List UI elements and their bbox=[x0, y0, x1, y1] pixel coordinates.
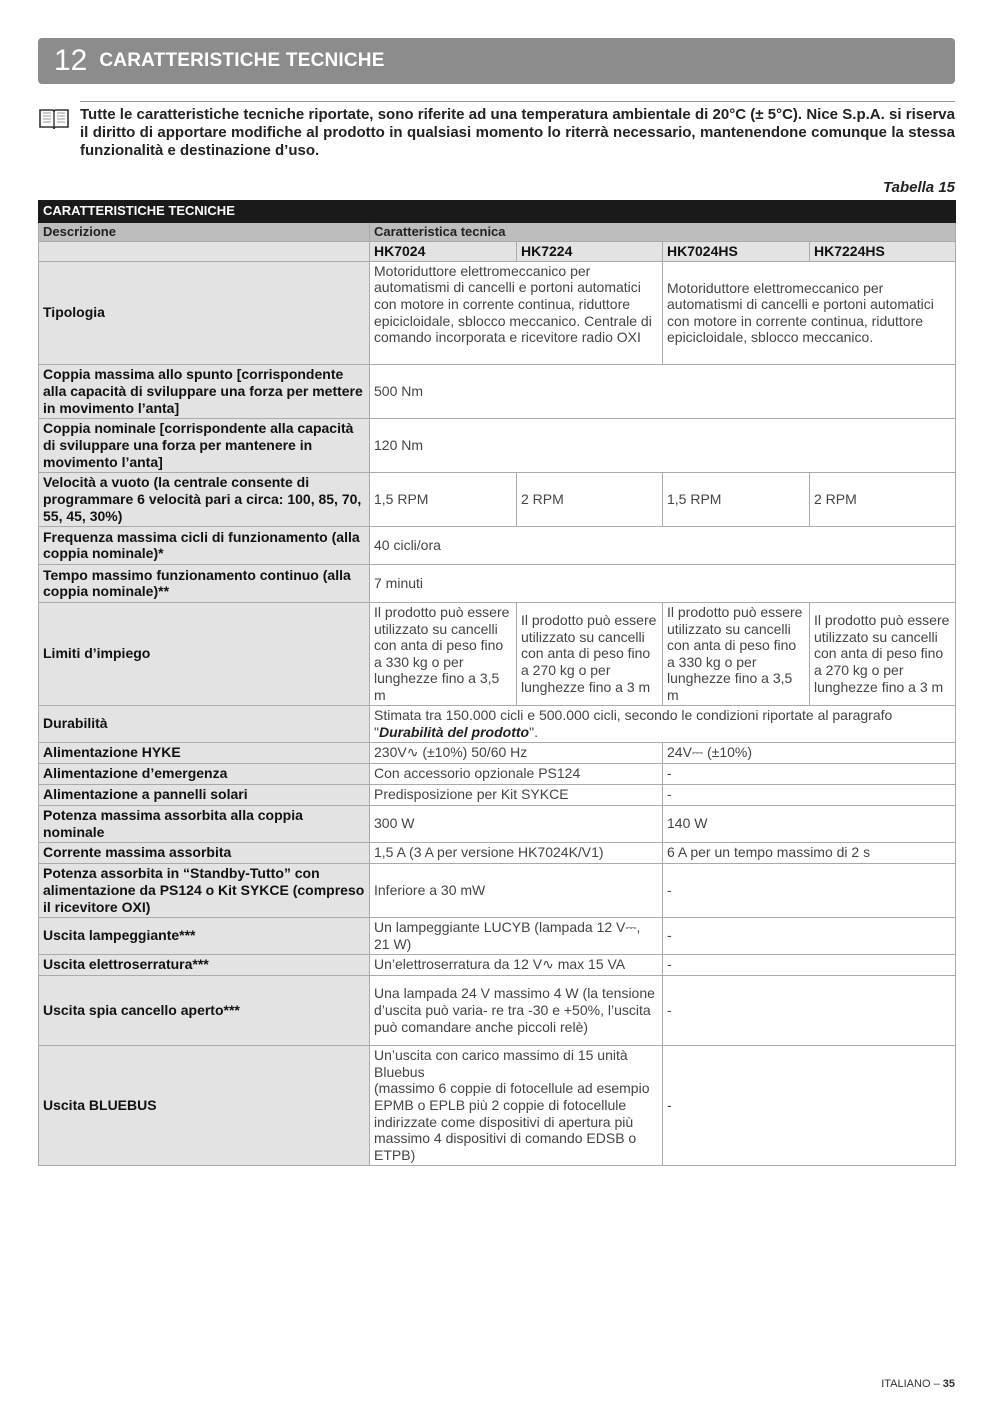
table-row bbox=[39, 705, 956, 742]
row-value: - bbox=[663, 1045, 956, 1165]
table-row bbox=[39, 526, 956, 564]
row-value: - bbox=[663, 975, 956, 1045]
model-header: HK7224HS bbox=[810, 242, 956, 262]
model-header: HK7024HS bbox=[663, 242, 810, 262]
row-value: Motoriduttore elettromeccanico per automatismi di cancelli e portoni automatici con motore in corrente continua, riduttore epicicloidale, sblocco meccanico. bbox=[663, 261, 956, 364]
table-row bbox=[39, 917, 956, 954]
row-value: 6 A per un tempo massimo di 2 s bbox=[663, 842, 956, 863]
page-footer bbox=[881, 1378, 955, 1390]
table-title: CARATTERISTICHE TECNICHE bbox=[39, 201, 956, 223]
bluebus-line: Un’uscita con carico massimo di 15 unità Bluebus bbox=[374, 1047, 628, 1080]
row-value: - bbox=[663, 917, 956, 954]
row-label: Potenza assorbita in “Standby-Tutto” con alimentazione da PS124 o Kit SYKCE (compreso il ricevitore OXI) bbox=[39, 863, 370, 917]
table-row bbox=[39, 842, 956, 863]
note-text: Tutte le caratteristiche tecniche riportate, sono riferite ad una temperatura ambientale di 20°C (± 5°C). Nice S.p.A. si riserva il diritto di apportare modifiche al prodotto in qualsiasi momento lo riterrà necessario, mantenendone comunque la stessa funzionalità e destinazione d’uso. bbox=[80, 106, 955, 159]
table-row bbox=[39, 954, 956, 975]
row-label: Alimentazione HYKE bbox=[39, 742, 370, 763]
row-label: Coppia nominale [corrispondente alla capacità di sviluppare una forza per mantenere in movimento l’anta] bbox=[39, 418, 370, 472]
row-value: 1,5 A (3 A per versione HK7024K/V1) bbox=[370, 842, 663, 863]
column-header-spec: Caratteristica tecnica bbox=[370, 222, 956, 242]
row-label: Limiti d’impiego bbox=[39, 602, 370, 705]
row-value: Inferiore a 30 mW bbox=[370, 863, 663, 917]
table-row bbox=[39, 472, 956, 526]
row-value: Predisposizione per Kit SYKCE bbox=[370, 784, 663, 805]
model-header-blank bbox=[39, 242, 370, 262]
row-value: 24V⎓ (±10%) bbox=[663, 742, 956, 763]
bluebus-line: (massimo 6 coppie di fotocellule ad esempio EPMB o EPLB più 2 coppie di fotocellule indirizzate come dispositivi di apertura più massimo 4 dispositivi di comando EDSB o ETPB) bbox=[374, 1080, 650, 1163]
book-icon bbox=[38, 107, 70, 131]
table-row bbox=[39, 364, 956, 418]
durability-reference: Durabilità del prodotto bbox=[378, 723, 530, 740]
row-label: Frequenza massima cicli di funzionamento (alla coppia nominale)* bbox=[39, 526, 370, 564]
table-row bbox=[39, 261, 956, 364]
row-value: Una lampada 24 V massimo 4 W (la tensione d’uscita può varia- re tra -30 e +50%, l’uscita può comandare anche piccoli relè) bbox=[370, 975, 663, 1045]
row-value: 2 RPM bbox=[517, 472, 663, 526]
table-row bbox=[39, 863, 956, 917]
row-value: 40 cicli/ora bbox=[370, 526, 956, 564]
table-row bbox=[39, 1045, 956, 1165]
table-caption: Tabella 15 bbox=[883, 179, 955, 196]
durability-text-end: ". bbox=[529, 723, 538, 740]
row-value: Con accessorio opzionale PS124 bbox=[370, 763, 663, 784]
table-row bbox=[39, 975, 956, 1045]
row-value: Il prodotto può essere utilizzato su cancelli con anta di peso fino a 270 kg o per lunghezze fino a 3 m bbox=[517, 602, 663, 705]
model-header: HK7024 bbox=[370, 242, 517, 262]
row-label: Corrente massima assorbita bbox=[39, 842, 370, 863]
table-row bbox=[39, 564, 956, 602]
footer-separator: – bbox=[930, 1378, 943, 1390]
row-value: 7 minuti bbox=[370, 564, 956, 602]
row-value: - bbox=[663, 863, 956, 917]
table-row bbox=[39, 784, 956, 805]
row-value: Il prodotto può essere utilizzato su cancelli con anta di peso fino a 330 kg o per lunghezze fino a 3,5 m bbox=[370, 602, 517, 705]
row-value: 140 W bbox=[663, 805, 956, 842]
row-value: 1,5 RPM bbox=[663, 472, 810, 526]
row-value: Il prodotto può essere utilizzato su cancelli con anta di peso fino a 330 kg o per lunghezze fino a 3,5 m bbox=[663, 602, 810, 705]
table-row bbox=[39, 805, 956, 842]
row-label: Alimentazione d’emergenza bbox=[39, 763, 370, 784]
row-value: 500 Nm bbox=[370, 364, 956, 418]
section-number: 12 bbox=[54, 44, 88, 77]
row-label: Alimentazione a pannelli solari bbox=[39, 784, 370, 805]
table-row bbox=[39, 602, 956, 705]
row-label: Tipologia bbox=[39, 261, 370, 364]
row-value: Il prodotto può essere utilizzato su cancelli con anta di peso fino a 270 kg o per lunghezze fino a 3 m bbox=[810, 602, 956, 705]
row-value: Un lampeggiante LUCYB (lampada 12 V⎓, 21 W) bbox=[370, 917, 663, 954]
row-label: Durabilità bbox=[39, 705, 370, 742]
row-value: - bbox=[663, 763, 956, 784]
row-value: Motoriduttore elettromeccanico per automatismi di cancelli e portoni automatici con motore in corrente continua, riduttore epicicloidale, sblocco meccanico. Centrale di comando incorporata e ricevitore radio OXI bbox=[370, 261, 663, 364]
table-row bbox=[39, 418, 956, 472]
model-header: HK7224 bbox=[517, 242, 663, 262]
row-value bbox=[370, 705, 956, 742]
table-row bbox=[39, 742, 956, 763]
row-value: 2 RPM bbox=[810, 472, 956, 526]
row-label: Potenza massima assorbita alla coppia nominale bbox=[39, 805, 370, 842]
section-header bbox=[38, 38, 955, 84]
durability-text: Stimata tra 150.000 cicli e 500.000 cicli, secondo le condizioni riportate al paragrafo " bbox=[374, 707, 893, 740]
row-value bbox=[370, 1045, 663, 1165]
row-label: Velocità a vuoto (la centrale consente di programmare 6 velocità pari a circa: 100, 85, 70, 55, 45, 30%) bbox=[39, 472, 370, 526]
row-label: Uscita elettroserratura*** bbox=[39, 954, 370, 975]
row-label: Uscita BLUEBUS bbox=[39, 1045, 370, 1165]
row-value: - bbox=[663, 954, 956, 975]
spec-table bbox=[38, 200, 956, 1166]
column-header-description: Descrizione bbox=[39, 222, 370, 242]
row-value: 1,5 RPM bbox=[370, 472, 517, 526]
footer-language: ITALIANO bbox=[881, 1378, 931, 1390]
row-label: Uscita spia cancello aperto*** bbox=[39, 975, 370, 1045]
row-label: Coppia massima allo spunto [corrispondente alla capacità di sviluppare una forza per mettere in movimento l’anta] bbox=[39, 364, 370, 418]
page-number: 35 bbox=[942, 1378, 955, 1390]
row-label: Tempo massimo funzionamento continuo (alla coppia nominale)** bbox=[39, 564, 370, 602]
row-value: 300 W bbox=[370, 805, 663, 842]
row-value: - bbox=[663, 784, 956, 805]
row-value: 120 Nm bbox=[370, 418, 956, 472]
row-value: Un’elettroserratura da 12 V∿ max 15 VA bbox=[370, 954, 663, 975]
note-divider bbox=[80, 101, 955, 102]
row-value: 230V∿ (±10%) 50/60 Hz bbox=[370, 742, 663, 763]
row-label: Uscita lampeggiante*** bbox=[39, 917, 370, 954]
table-row bbox=[39, 763, 956, 784]
section-title: CARATTERISTICHE TECNICHE bbox=[99, 50, 385, 71]
